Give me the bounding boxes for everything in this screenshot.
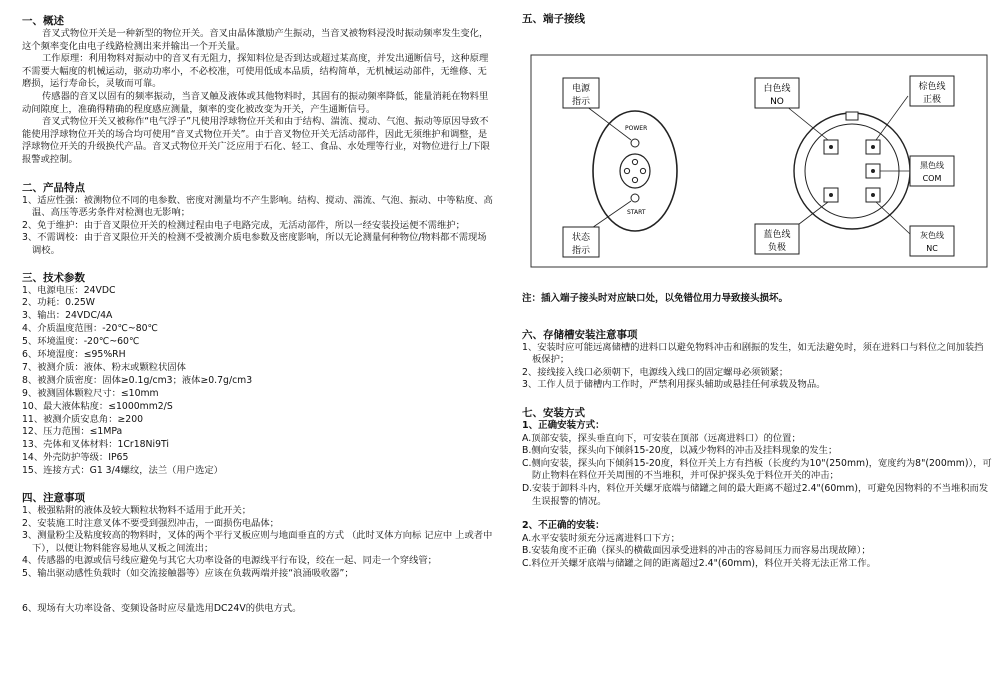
black-wire-label: 黑色线 [920,161,944,170]
storage-item: 3、工作人员于储槽内工作时，严禁利用探头辅助或悬挂任何承载及物品。 [522,379,826,391]
correct-install-title: 1、正确安装方式： [522,419,605,431]
spec-item: 12、压力范围：≤1MPa [22,426,123,438]
specs-title: 三、技术参数 [22,271,85,284]
overview-paragraph: 传感器的音叉以固有的频率振动，当音叉触及液体或其他物料时，其固有的振动频率降低，能量消耗在物料里动间隙度上，准确得精确的程度感应测量，频率的变化被改变为开关，产生通断信号。 [22,90,489,115]
wiring-note: 注：插入端子接头时对应缺口处，以免错位用力导致接头损坏。 [522,293,789,304]
white-wire-label: NO [770,97,784,107]
spec-item: 14、外壳防护等级：IP65 [22,452,129,464]
status-label-line: 指示 [571,246,591,256]
power-label-line: 指示 [571,97,591,107]
spec-item: 13、壳体和叉体材料：1Cr18Ni9Ti [22,439,169,451]
blue-wire-label: 负极 [767,243,787,253]
wiring-title: 五、端子接线 [522,13,585,25]
leader-line [876,96,908,140]
screw-icon [829,145,833,149]
brown-wire-label: 正极 [922,95,942,105]
spec-item: 2、功耗：0.25W [22,297,95,309]
spec-item: 3、输出：24VDC/4A [22,310,113,322]
notes-item: 5、输出驱动感性负载时（如交流接触器等）应该在负载两端并接“浪涌吸收器”； [22,568,354,580]
gray-wire-label: 灰色线 [920,231,944,240]
screw-icon [871,145,875,149]
overview-paragraph: 音叉式物位开关是一种新型的物位开关。音叉由晶体激励产生振动，当音叉被物料浸没时振动频率发生变化，这个频率变化由电子线路检测出来并输出一个开关量。 [22,28,489,52]
power-marking: POWER [625,125,648,132]
notes-item: 1、极强粘附的液体及较大颗粒状物料不适用于此开关； [22,505,252,517]
spec-item: 1、电源电压：24VDC [22,284,116,296]
install-title: 七、安装方式 [522,406,585,419]
correct-install-item: A.顶部安装，探头垂直向下，可安装在顶部（远离进料口）的位置； [522,432,801,444]
storage-item: 1、安装时应可能远离储槽的进料口以避免物料冲击和剧振的发生，如无法避免时，须在进料口与料位之间加装挡板保护； [522,341,984,366]
blue-wire-label: 蓝色线 [763,230,791,240]
spec-item: 15、连接方式：G1 3/4螺纹，法兰（用户选定） [22,465,223,477]
storage-title: 六、存储槽安装注意事项 [522,328,638,341]
notes-item: 2、安装施工时注意叉体不要受到强烈冲击，一面损伤电晶体； [22,517,279,529]
overview-title: 一、概述 [22,15,64,27]
features-item: 3、不需调校：由于音叉限位开关的检测不受被测介质电参数及密度影响，所以无论测量何种物位/物料都不需现场调校。 [22,232,487,256]
correct-install-item: D.安装于卸料斗内，料位开关螺牙底端与储罐之间的最大距离不超过2.4"(60mm)，可避免因物料的不当堆积而发生误报警的情况。 [522,482,989,507]
start-marking: START [627,209,646,216]
key-notch [846,112,858,120]
spec-item: 6、环境湿度：≤95%RH [22,349,126,361]
pin-icon [624,168,629,173]
features-item: 1、适应性强：被测物位不同的电参数、密度对测量均不产生影响。结构、搅动、湍流、气泡、振动、中等粘度、高温、高压等恶劣条件对检测也无影响； [22,194,493,219]
notes-item: 3、测量粉尘及粘度较高的物料时，叉体的两个平行叉板应则与地面垂直的方式 （此时叉体方向标 记应中 上或者中下），以便让物料能容易地从叉板之间流出； [22,530,493,554]
spec-item: 5、环境温度：-20℃~60℃ [22,336,140,348]
spec-item: 11、被测介质安息角：≥200 [22,413,144,425]
pin-icon [640,168,645,173]
leader-line [876,202,910,234]
wrong-install-title: 2、不正确的安装： [522,520,605,532]
spec-item: 10、最大液体粘度：≤1000mm2/S [22,400,173,412]
spec-item: 8、被测介质密度：固体≥0.1g/cm3；液体≥0.7g/cm3 [22,374,253,386]
wrong-install-item: A.水平安装时须充分远离进料口下方； [522,532,680,544]
pin-icon [632,177,637,182]
leader-line [586,106,631,140]
notes-item: 6、现场有大功率设备、变频设备时应尽量选用DC24V的供电方式。 [22,602,302,614]
spec-item: 9、被测固体颗粒尺寸：≤10mm [22,387,159,399]
screw-icon [871,169,875,173]
overview-paragraph: 工作原理：利用物料对振动中的音叉有无阻力，探知料位是否到达或超过某高度，并发出通断信号，这种原理不需要大幅度的机械运动，驱动功率小，不必校准，可使用低成本品质，结构简单，无机械运动部件，无维修、无磨损，运行寿命长，灵敏而可靠。 [22,53,489,90]
correct-install-item: B.侧向安装，探头向下倾斜15-20度，以减少物料的冲击及挂料现象的发生； [522,445,838,457]
spec-item: 7、被测介质：液体、粉末或颗粒状固体 [22,361,186,373]
white-wire-label: 白色线 [763,84,791,94]
gray-wire-label: NC [926,244,938,253]
overview-paragraph: 音叉式物位开关又被称作“电气浮子”凡使用浮球物位开关和由于结构、湍流、搅动、气泡、振动等原因导致不能使用浮球物位开关的场合均可使用“音叉式物位开关”。由于音叉物位开关无活动部件，因此无须维护和调整，是浮球物位开关的升级换代产品。音叉式物位开关广泛应用于石化、轻工、食品、水处理等行业，对物位进行上/下限报警或控制。 [22,116,490,165]
notes-item: 4、传感器的电源或信号线应避免与其它大功率设备的电源线平行布设，绞在一起、同走一个穿线管； [22,555,437,567]
right-column [522,0,992,571]
status-label-line: 状态 [571,233,591,243]
screw-icon [871,193,875,197]
brown-wire-label: 棕色线 [918,82,946,92]
wrong-install-item: C.料位开关螺牙底端与储罐之间的距离超过2.4"(60mm)，料位开关将无法正常工作。 [522,557,876,569]
notes-title: 四、注意事项 [22,492,85,505]
features-item: 2、免于维护：由于音叉限位开关的检测过程由电子电路完成，无活动部件，所以一经安装投运便不需维护； [22,219,465,231]
status-led-icon [631,194,639,202]
pin-icon [632,159,637,164]
wiring-diagram [530,54,1000,269]
power-led-icon [631,139,639,147]
features-title: 二、产品特点 [22,181,85,194]
correct-install-item: C.侧向安装，探头向下倾斜15-20度，料位开关上方有挡板（长度约为10"(250mm)，宽度约为8"(200mm)），可防止物料在料位开关周围的不当堆积，并可保护探头免于料位开关的冲击； [522,457,992,482]
black-wire-label: COM [922,174,942,183]
storage-item: 2、接线接入线口必须朝下，电源线入线口的固定螺母必须锁紧； [522,366,789,378]
wrong-install-item: B.安装角度不正确（探头的横截面因承受进料的冲击的容易间压力而容易出现故障）； [522,545,871,557]
screw-icon [829,193,833,197]
power-label-line: 电源 [571,84,591,94]
spec-item: 4、介质温度范围：-20℃~80℃ [22,323,158,335]
left-column [22,0,494,615]
